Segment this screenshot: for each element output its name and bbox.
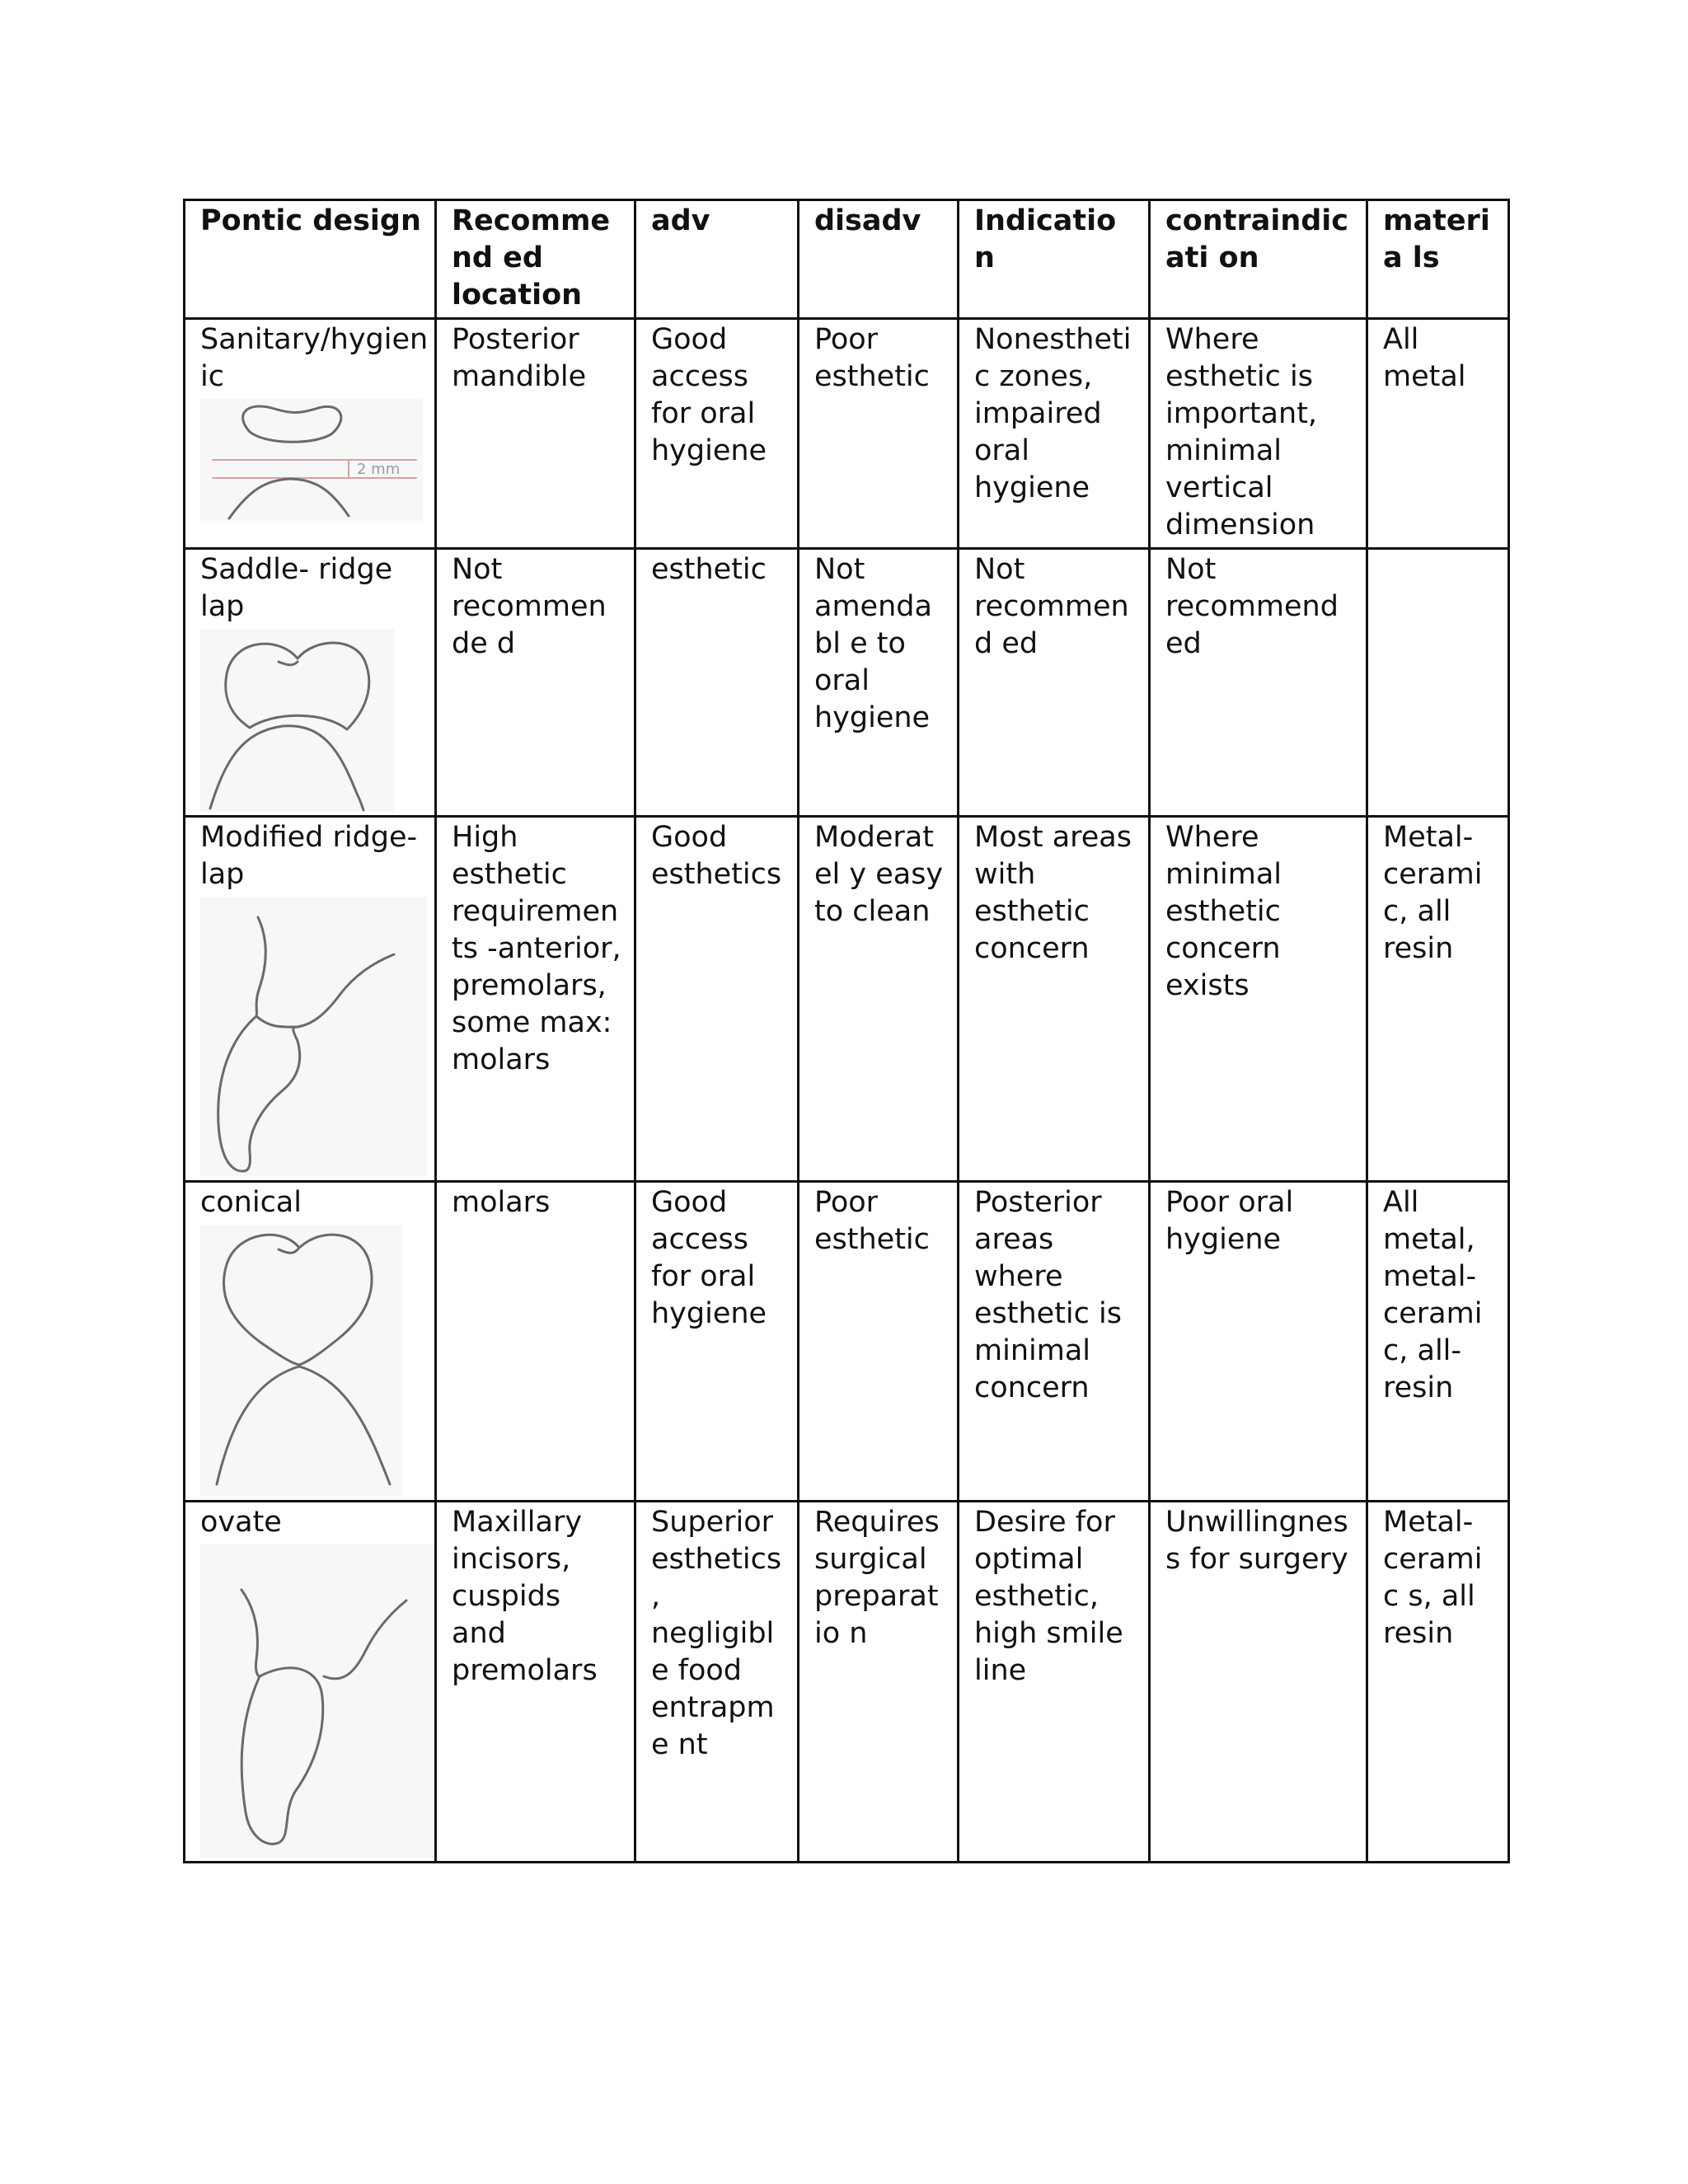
contraindication-cell: Not recommended (1150, 549, 1367, 817)
table-row (185, 319, 1509, 549)
design-cell (185, 549, 436, 817)
contraindication-cell: Where esthetic is important, minimal vertical dimension (1150, 319, 1367, 549)
header-indication: Indication (959, 200, 1150, 319)
header-pontic-design: Pontic design (185, 200, 436, 319)
indication-cell: Most areas with esthetic concern (959, 817, 1150, 1182)
design-cell (185, 1182, 436, 1502)
disadv-cell: Poor esthetic (799, 319, 959, 549)
location-cell: molars (436, 1182, 635, 1502)
location-cell: Maxillary incisors, cuspids and premolars (436, 1502, 635, 1863)
indication-cell: Not recommend ed (959, 549, 1150, 817)
indication-cell: Posterior areas where esthetic is minimal concern (959, 1182, 1150, 1502)
adv-cell: Good esthetics (635, 817, 799, 1182)
location-cell: Posterior mandible (436, 319, 635, 549)
adv-cell: Superior esthetics, negligible food entrapme nt (635, 1502, 799, 1863)
indication-cell: Nonesthetic zones, impaired oral hygiene (959, 319, 1150, 549)
materials-cell: All metal (1367, 319, 1509, 549)
contraindication-cell: Unwillingness for surgery (1150, 1502, 1367, 1863)
design-cell (185, 1502, 436, 1863)
header-adv: adv (635, 200, 799, 319)
contraindication-cell: Poor oral hygiene (1150, 1182, 1367, 1502)
design-name: Sanitary/hygienic (200, 323, 429, 393)
design-cell (185, 319, 436, 549)
header-recommended-location: Recommend ed location (436, 200, 635, 319)
adv-cell: esthetic (635, 549, 799, 817)
header-contraindication: contraindicati on (1150, 200, 1367, 319)
disadv-cell: Moderatel y easy to clean (799, 817, 959, 1182)
header-disadv: disadv (799, 200, 959, 319)
adv-cell: Good access for oral hygiene (635, 319, 799, 549)
modified-ridge-lap-sketch (200, 897, 427, 1177)
table-header-row (185, 200, 1509, 319)
table-row (185, 549, 1509, 817)
sketch-label: 2 mm (357, 461, 401, 478)
disadv-cell: Not amendabl e to oral hygiene (799, 549, 959, 817)
table-row (185, 817, 1509, 1182)
design-name: conical (200, 1186, 302, 1219)
design-name: Saddle- ridge lap (200, 553, 393, 623)
saddle-ridge-lap-sketch (200, 629, 394, 812)
materials-cell: Metal- ceramic s, all resin (1367, 1502, 1509, 1863)
indication-cell: Desire for optimal esthetic, high smile line (959, 1502, 1150, 1863)
contraindication-cell: Where minimal esthetic concern exists (1150, 817, 1367, 1182)
disadv-cell: Poor esthetic (799, 1182, 959, 1502)
conical-pontic-sketch (200, 1225, 402, 1497)
location-cell: High esthetic requirements -anterior, premolars, some max: molars (436, 817, 635, 1182)
design-name: ovate (200, 1506, 282, 1539)
materials-cell: All metal, metal- ceramic, all-resin (1367, 1182, 1509, 1502)
pontic-design-table (183, 199, 1510, 1863)
materials-cell (1367, 549, 1509, 817)
design-cell (185, 817, 436, 1182)
header-materials: materia ls (1367, 200, 1509, 319)
disadv-cell: Requires surgical preparatio n (799, 1502, 959, 1863)
table-row (185, 1182, 1509, 1502)
table-row (185, 1502, 1509, 1863)
ovate-pontic-sketch (200, 1544, 435, 1858)
design-name: Modified ridge- lap (200, 821, 418, 891)
materials-cell: Metal- ceramic, all resin (1367, 817, 1509, 1182)
location-cell: Not recommende d (436, 549, 635, 817)
sanitary-pontic-sketch (200, 399, 423, 521)
adv-cell: Good access for oral hygiene (635, 1182, 799, 1502)
